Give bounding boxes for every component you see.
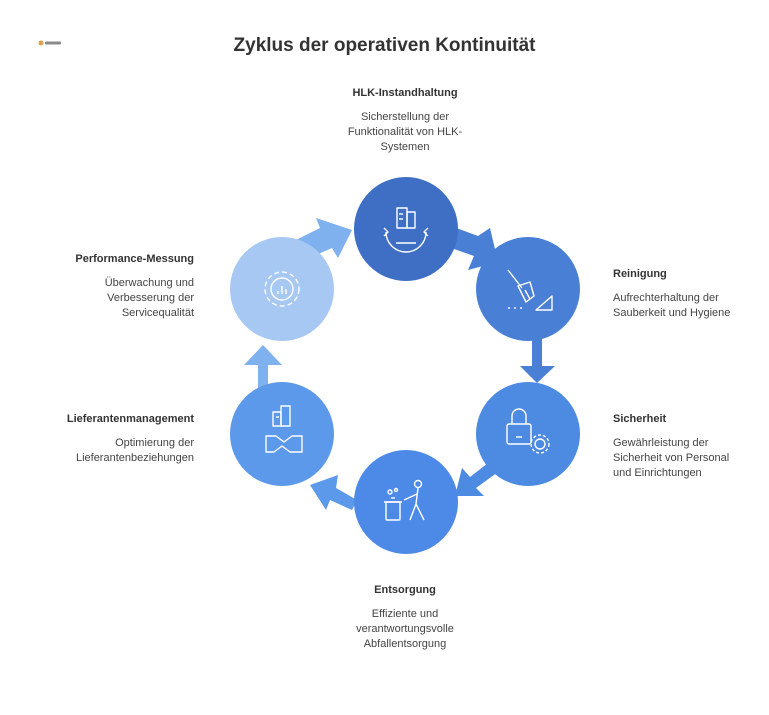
node-sicherheit-circle <box>476 382 580 486</box>
node-reinigung-circle <box>476 237 580 341</box>
step-entsorgung-title: Entsorgung <box>374 584 436 596</box>
step-performance-description: Überwachung und Verbesserung der Servicequalität <box>104 277 194 319</box>
step-reinigung-description: Aufrechterhaltung der Sauberkeit und Hygiene <box>613 292 731 319</box>
diagram-title: Zyklus der operativen Kontinuität <box>233 35 536 56</box>
step-performance <box>20 252 194 321</box>
node-hlk-circle <box>354 177 458 281</box>
step-hlk-description: Sicherstellung der Funktionalität von HLK- Systemen <box>347 111 463 153</box>
node-lieferanten-circle <box>230 382 334 486</box>
step-entsorgung-description: Effiziente und verantwortungsvolle Abfallentsorgung <box>356 608 454 650</box>
step-entsorgung <box>300 583 510 652</box>
arrow-reinigung-to-sicherheit <box>520 338 555 383</box>
step-sicherheit <box>613 412 763 481</box>
step-sicherheit-title: Sicherheit <box>613 413 667 425</box>
step-sicherheit-description: Gewährleistung der Sicherheit von Personal und Einrichtungen <box>613 437 730 479</box>
node-entsorgung-circle <box>354 450 458 554</box>
step-lieferanten-description: Optimierung der Lieferantenbeziehungen <box>75 437 194 464</box>
step-hlk <box>300 86 510 155</box>
step-lieferanten-title: Lieferantenmanagement <box>66 413 194 425</box>
step-hlk-title: HLK-Instandhaltung <box>352 87 458 99</box>
step-lieferanten <box>20 412 194 466</box>
arrow-entsorgung-to-lieferanten <box>310 475 357 510</box>
step-reinigung-title: Reinigung <box>613 268 667 280</box>
step-reinigung <box>613 267 763 321</box>
step-performance-title: Performance-Messung <box>75 253 194 265</box>
